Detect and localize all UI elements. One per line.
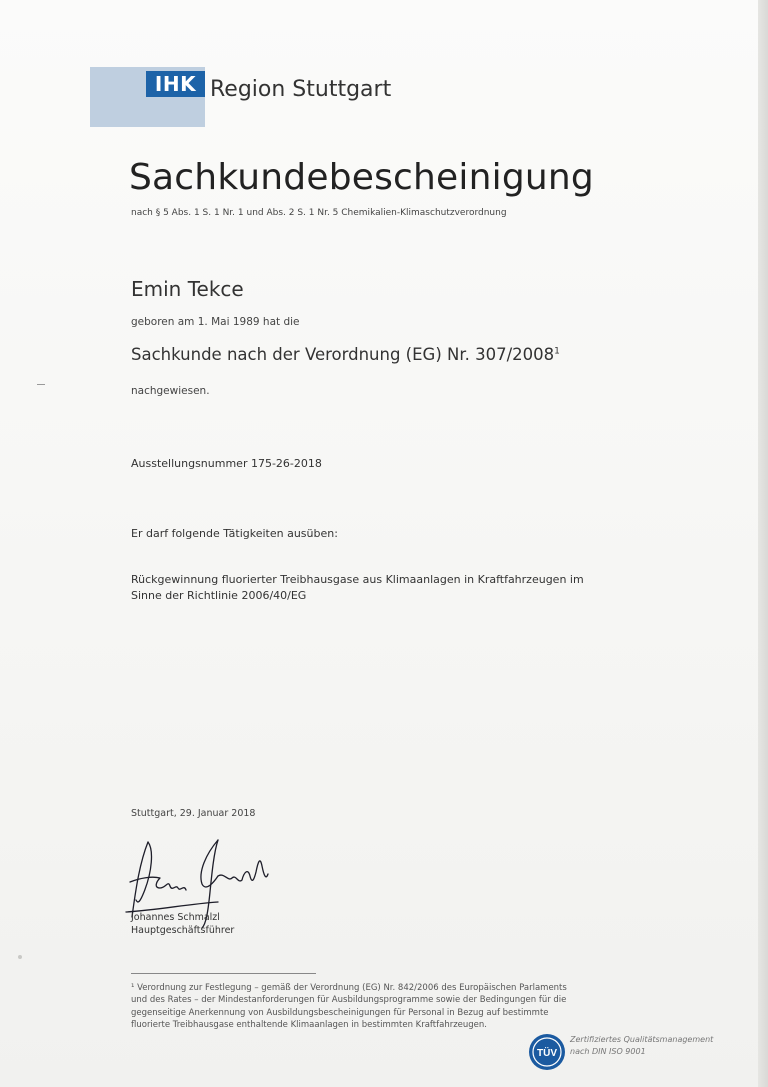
footnote-text: ¹ Verordnung zur Festlegung – gemäß der Verordnung (EG) Nr. 842/2006 des Europäischen Parlaments und des Rates – der Mindestanforderungen für Ausbildungsprogramme sowie der Bedingungen für die gegenseitige Anerkennung von Ausbildungsbescheinigungen für Personal in Bezug auf bestimmte fluorierte Treibhausgase enthaltende Klimaanlagen in bestimmten Kraftfahrzeugen. (131, 983, 567, 1030)
paper-speck (18, 955, 22, 959)
birth-line: geboren am 1. Mai 1989 hat die (131, 316, 300, 328)
certification-line-1: Zertifiziertes Qualitätsmanagement (570, 1035, 714, 1044)
place-and-date: Stuttgart, 29. Januar 2018 (131, 808, 256, 819)
certification-note (570, 1034, 713, 1058)
ihk-logo (90, 67, 210, 127)
permitted-activity: Rückgewinnung fluorierter Treibhausgase aus Klimaanlagen in Kraftfahrzeugen im Sinne der Richtlinie 2006/40/EG (131, 573, 584, 602)
certification-line-2: nach DIN ISO 9001 (570, 1047, 646, 1056)
qualification-line (131, 345, 560, 364)
signer-role: Hauptgeschäftsführer (131, 925, 235, 936)
signer-name: Johannes Schmalzl (131, 912, 220, 923)
footnote-divider (131, 973, 316, 974)
legal-basis: nach § 5 Abs. 1 S. 1 Nr. 1 und Abs. 2 S. 1 Nr. 5 Chemikalien-Klimaschutzverordnung (131, 208, 507, 218)
tuv-seal-label: TÜV (537, 1048, 557, 1059)
document-title: Sachkundebescheinigung (129, 157, 594, 198)
holder-name: Emin Tekce (131, 277, 244, 301)
footnote-reference: 1 (554, 346, 560, 357)
ihk-logo-mark: IHK (146, 71, 205, 97)
proved-line: nachgewiesen. (131, 385, 210, 397)
permitted-activities-heading: Er darf folgende Tätigkeiten ausüben: (131, 527, 338, 540)
page-edge-shadow (758, 0, 768, 1087)
qualification-text: Sachkunde nach der Verordnung (EG) Nr. 307/2008 (131, 345, 555, 364)
tuv-seal-icon (527, 1032, 567, 1072)
issue-number: Ausstellungsnummer 175-26-2018 (131, 457, 322, 470)
logo-region-text: Region Stuttgart (210, 77, 392, 102)
hole-punch-mark (37, 384, 45, 385)
